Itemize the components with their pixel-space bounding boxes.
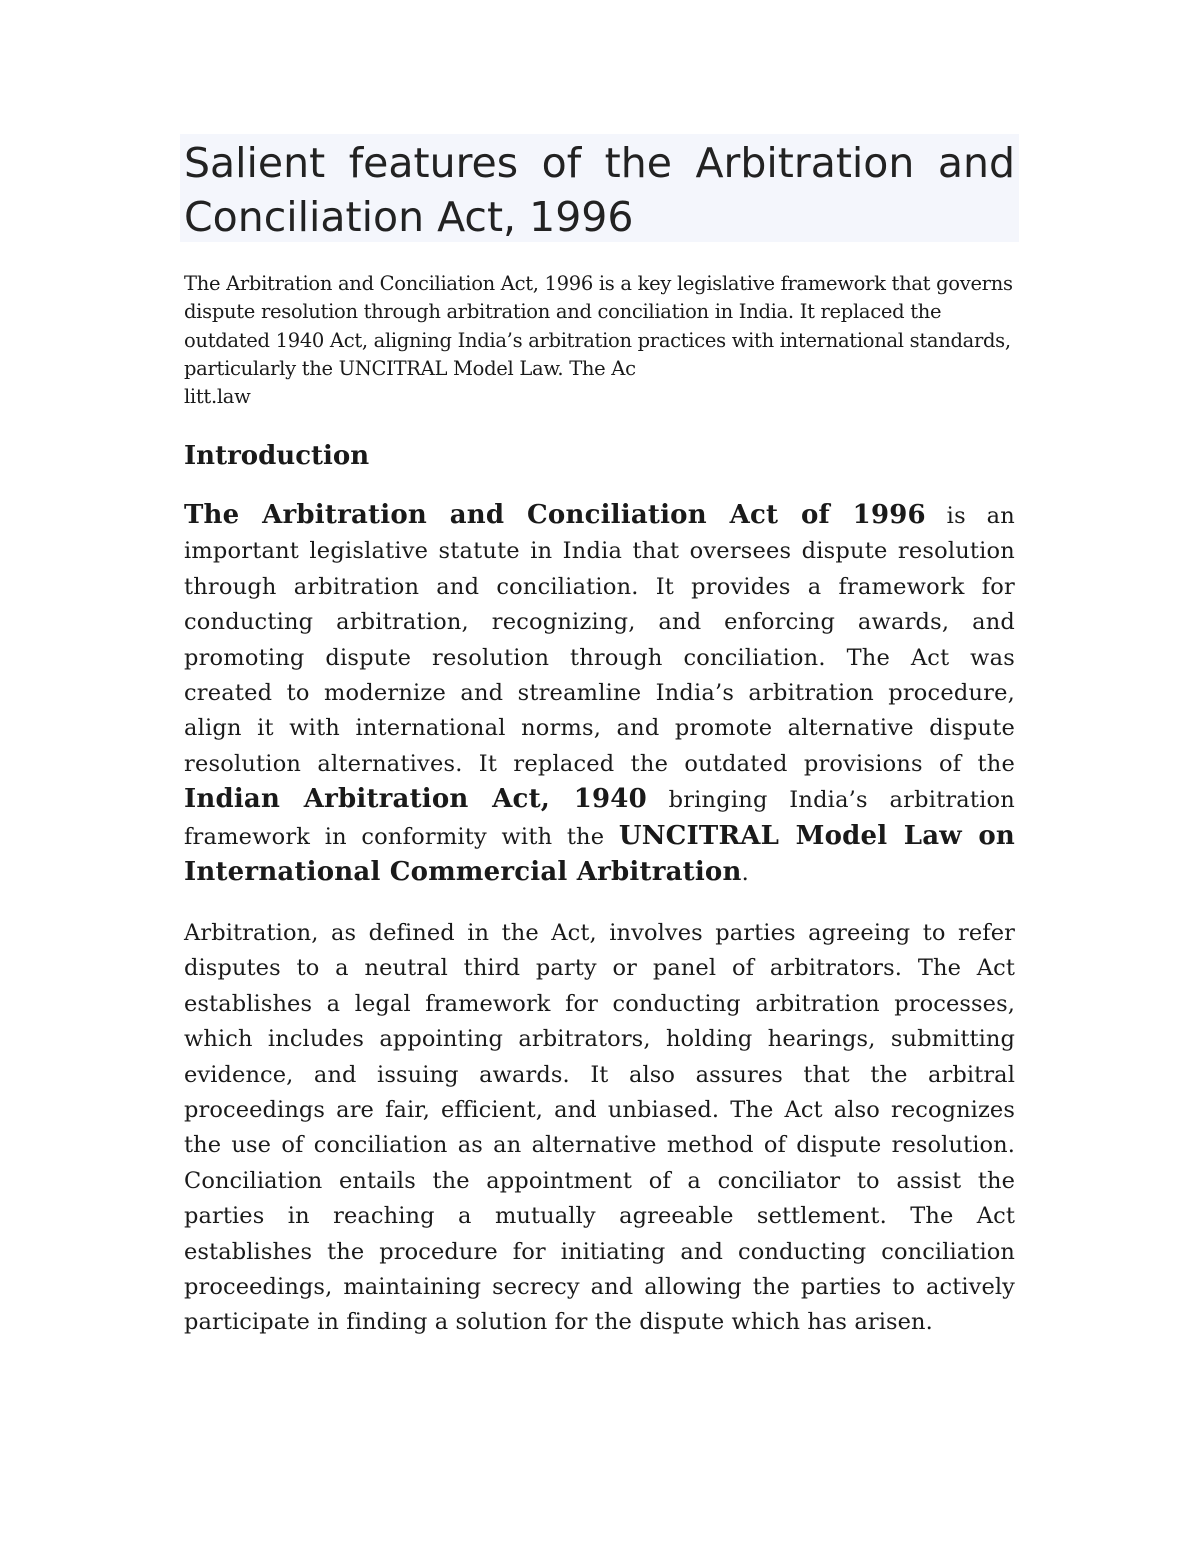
- intro-text-end: .: [741, 860, 749, 887]
- intro-text-a: is an important legislative statute in India that oversees dispute resolution through arbitration and conciliation. It provides a framework for conducting arbitration, recognizing, and enforcing awards, and promoting dispute resolution through conciliation. The Act was created to modernize and streamline India’s arbitration procedure, align it with international norms, and promote alternative dispute resolution alternatives. It replaced the outdated provisions of the: [184, 503, 1015, 777]
- intro-lead-bold: The Arbitration and Conciliation Act of 1996: [184, 500, 926, 530]
- arbitration-paragraph: Arbitration, as defined in the Act, involves parties agreeing to refer disputes to a neutral third party or panel of arbitrators. The Act establishes a legal framework for conducting arbitration processes, which includes appointing arbitrators, holding hearings, submitting evidence, and issuing awards. It also assures that the arbitral proceedings are fair, efficient, and unbiased. The Act also recognizes the use of conciliation as an alternative method of dispute resolution. Conciliation entails the appointment of a conciliator to assist the parties in reaching a mutually agreeable settlement. The Act establishes the procedure for initiating and conducting conciliation proceedings, maintaining secrecy and allowing the parties to actively participate in finding a solution for the dispute which has arisen.: [184, 920, 1015, 1336]
- summary-source: litt.law: [184, 385, 251, 409]
- intro-text-b: bringing India’s arbitration framework in conformity with the: [184, 787, 1015, 850]
- section-heading: Introduction: [184, 441, 370, 471]
- intro-paragraph: [184, 498, 1015, 891]
- title-line-1: Salient features of the Arbitration and: [184, 139, 1015, 187]
- summary-paragraph: [184, 270, 1015, 411]
- intro-bold-uncitral: UNCITRAL Model Law on International Commercial Arbitration: [184, 820, 1015, 888]
- document-title: [184, 136, 1015, 244]
- summary-text: The Arbitration and Conciliation Act, 1996 is a key legislative framework that governs dispute resolution through arbitration and conciliation in India. It replaced the outdated 1940 Act, aligning India’s arbitration practices with international standards, particularly the UNCITRAL Model Law. The Ac: [184, 272, 1013, 380]
- title-line-2: Conciliation Act, 1996: [184, 193, 634, 241]
- intro-bold-1940-act: Indian Arbitration Act, 1940: [184, 784, 647, 815]
